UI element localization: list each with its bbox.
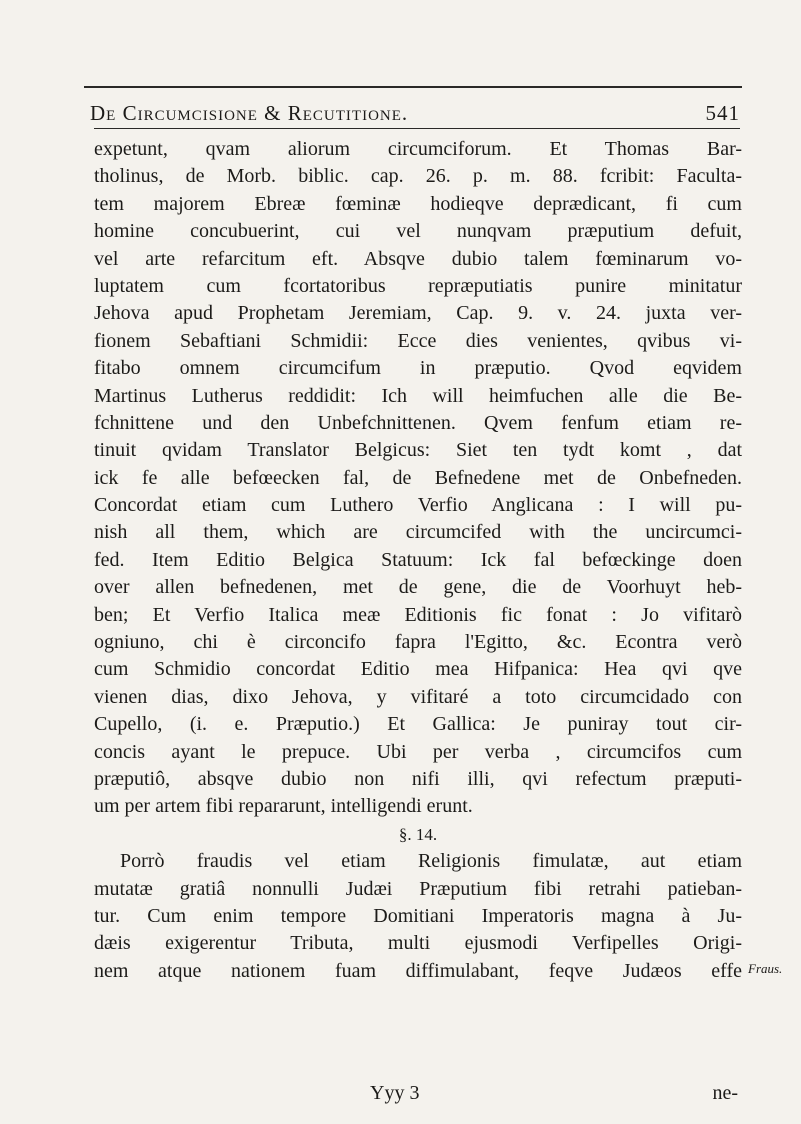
text-line: Concordat etiam cum Luthero Verfio Anglicana : I will pu- <box>94 494 742 517</box>
text-line: fionem Sebaftiani Schmidii: Ecce dies venientes, qvibus vi- <box>94 329 742 352</box>
text-line: concis ayant le prepuce. Ubi per verba , circumcifos cum <box>94 740 742 763</box>
text-line: nish all them, which are circumcifed with the uncircumci- <box>94 521 742 544</box>
margin-note: Fraus. <box>748 961 783 976</box>
signature-mark: Yyy 3 <box>370 1082 420 1104</box>
running-header <box>90 101 740 131</box>
text-line: Jehova apud Prophetam Jeremiam, Cap. 9. v. 24. juxta ver- <box>94 302 742 325</box>
page-footer <box>94 1082 742 1112</box>
section-mark: §. 14. <box>398 824 438 844</box>
text-line: over allen befnedenen, met de gene, die de Voorhuyt heb- <box>94 576 742 599</box>
text-line: homine concubuerint, cui vel nunqvam præputium defuit, <box>94 220 742 243</box>
text-line: præputiô, absqve dubio non nifi illi, qvi refectum præputi- <box>94 767 742 790</box>
text-line: vienen dias, dixo Jehova, y vifitaré a toto circumcidado con <box>94 685 742 708</box>
text-line: expetunt, qvam aliorum circumciforum. Et Thomas Bar- <box>94 138 742 160</box>
text-line: vel arte refarcitum eft. Absqve dubio talem fœminarum vo- <box>94 247 742 270</box>
top-rule <box>84 86 742 88</box>
text-line: ogniuno, chi è circoncifo fapra l'Egitto, &c. Econtra verò <box>94 631 742 654</box>
text-line: fed. Item Editio Belgica Statuum: Ick fal befœckinge doen <box>94 548 742 571</box>
text-line: ben; Et Verfio Italica meæ Editionis fic fonat : Jo vifitarò <box>94 603 742 626</box>
text-line: tur. Cum enim tempore Domitiani Imperatoris magna à Ju- <box>94 904 742 927</box>
text-line: tinuit qvidam Translator Belgicus: Siet ten tydt komt , dat <box>94 439 742 462</box>
text-line: cum Schmidio concordat Editio mea Hifpanica: Hea qvi qve <box>94 658 742 681</box>
text-line: tem majorem Ebreæ fœminæ hodieqve deprædicant, fi cum <box>94 192 742 215</box>
text-line-last: um per artem fibi repararunt, intelligendi erunt. <box>94 795 473 818</box>
header-rule <box>94 128 740 129</box>
catchword: ne- <box>712 1082 738 1104</box>
text-line: ick fe alle befœecken fal, de Befnedene met de Onbefneden. <box>94 466 742 489</box>
text-line: dæis exigerentur Tributa, multi ejusmodi Verfipelles Origi- <box>94 932 742 955</box>
body-text <box>94 136 742 985</box>
page-number: 541 <box>705 101 740 125</box>
text-line: fitabo omnem circumcifum in præputio. Qvod eqvidem <box>94 357 742 380</box>
text-line: fchnittene und den Unbefchnittenen. Qvem fenfum etiam re- <box>94 411 742 434</box>
text-line: Cupello, (i. e. Præputio.) Et Gallica: Je puniray tout cir- <box>94 713 742 736</box>
text-line: tholinus, de Morb. biblic. cap. 26. p. m. 88. fcribit: Faculta- <box>94 165 742 188</box>
text-line: luptatem cum fcortatoribus repræputiatis punire minitatur <box>94 274 742 297</box>
text-line: Martinus Lutherus reddidit: Ich will heimfuchen alle die Be- <box>94 384 742 407</box>
text-line: mutatæ gratiâ nonnulli Judæi Præputium fibi retrahi patieban- <box>94 877 742 900</box>
running-title: De Circumcisione & Recutitione. <box>90 101 409 125</box>
text-line: Porrò fraudis vel etiam Religionis fimulatæ, aut etiam <box>120 850 742 873</box>
text-line: nem atque nationem fuam diffimulabant, feqve Judæos effe <box>94 959 742 982</box>
